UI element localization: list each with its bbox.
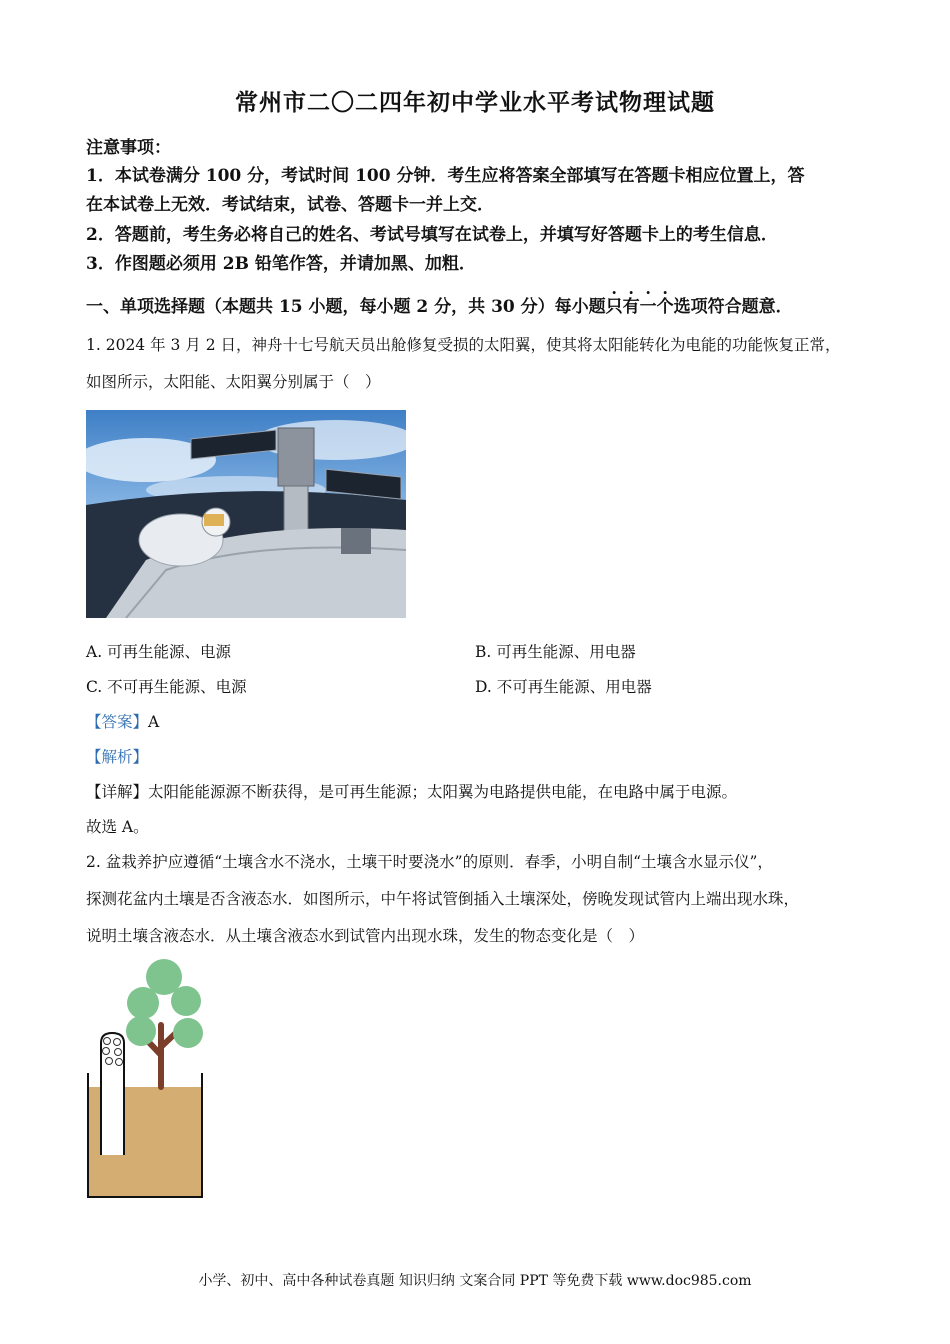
detail-tag: 【详解】 (86, 783, 149, 801)
notice-item-1b: 在本试卷上无效．考试结束，试卷、答题卡一并上交． (86, 195, 494, 215)
q2-stem-line1: 2. 盆栽养护应遵循“土壤含水不浇水，土壤干时要浇水”的原则．春季，小明自制“土壤含水显示仪”， (86, 853, 773, 871)
answer-tag: 【答案】 (86, 713, 149, 731)
section-heading (86, 292, 793, 317)
q2-stem-line2: 探测花盆内土壤是否含液态水．如图所示，中午将试管倒插入土壤深处，傍晚发现试管内上端出现水珠， (86, 890, 800, 908)
space-station-photo (86, 410, 406, 618)
q1-option-a: A. 可再生能源、电源 (86, 643, 232, 661)
q1-detail (86, 780, 737, 802)
q1-answer (86, 710, 159, 732)
tree (126, 959, 203, 1087)
q1-option-c: C. 不可再生能源、电源 (86, 678, 247, 696)
q1-stem-line2: 如图所示，太阳能、太阳翼分别属于（ ） (86, 373, 381, 391)
q1-option-d: D. 不可再生能源、用电器 (475, 678, 652, 696)
plant-pot-diagram (80, 955, 220, 1205)
section-heading-suffix: 选项符合题意． (673, 297, 793, 317)
page-footer: 小学、初中、高中各种试卷真题 知识归纳 文案合同 PPT 等免费下载 www.doc985.com (198, 1273, 752, 1289)
notice-item-1a: 1．本试卷满分 100 分，考试时间 100 分钟．考生应将答案全部填写在答题卡相应位置上，答 (86, 166, 805, 186)
notice-item-2: 2．答题前，考生务必将自己的姓名、考试号填写在试卷上，并填写好答题卡上的考生信息． (86, 225, 778, 245)
page-title: 常州市二〇二四年初中学业水平考试物理试题 (235, 89, 715, 116)
test-tube (101, 1033, 124, 1155)
q1-conclusion: 故选 A。 (86, 818, 149, 836)
emphasis-char: 只 (605, 297, 623, 317)
notice-heading: 注意事项： (86, 138, 171, 158)
notice-item-3: 3．作图题必须用 2B 铅笔作答，并请加黑、加粗． (86, 254, 476, 274)
emphasis-char: 一 (639, 297, 657, 317)
detail-text: 太阳能能源源不断获得，是可再生能源；太阳翼为电路提供电能，在电路中属于电源。 (148, 783, 738, 801)
space-station-illustration (86, 410, 406, 618)
analysis-tag: 【解析】 (86, 748, 149, 766)
answer-value: A (148, 713, 160, 731)
emphasis-char: 个 (656, 297, 674, 317)
emphasis-char: 有 (622, 297, 640, 317)
q1-option-b: B. 可再生能源、用电器 (475, 643, 636, 661)
q1-stem-line1: 1. 2024 年 3 月 2 日，神舟十七号航天员出舱修复受损的太阳翼，使其将太阳能转化为电能的功能恢复正常， (86, 336, 841, 354)
section-heading-prefix: 一、单项选择题（本题共 15 小题，每小题 2 分，共 30 分）每小题 (86, 297, 606, 317)
q2-stem-line3: 说明土壤含液态水．从土壤含液态水到试管内出现水珠，发生的物态变化是（ ） (86, 927, 645, 945)
